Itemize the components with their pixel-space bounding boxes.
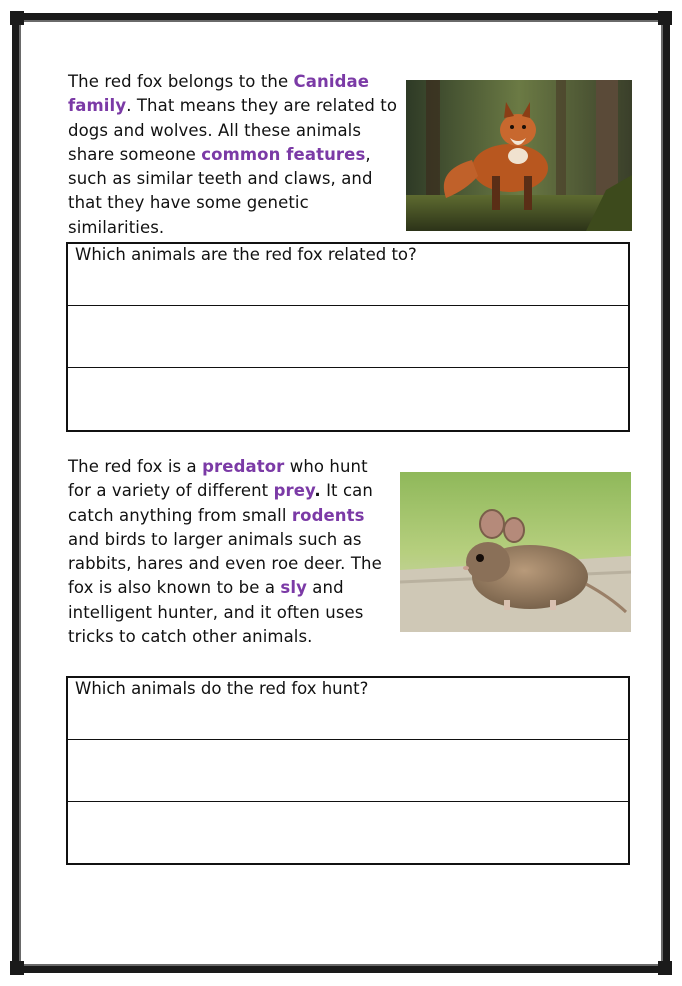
- answer-line[interactable]: [68, 802, 628, 864]
- keyword-highlight: Canidae family: [68, 72, 370, 116]
- page-corner: [658, 11, 672, 25]
- paragraph-text: The red fox is a: [68, 457, 203, 476]
- keyword-highlight: prey: [273, 481, 315, 501]
- question-row: [68, 678, 628, 740]
- answer-line[interactable]: [68, 368, 628, 430]
- paragraph-text: and birds to larger animals such as rabbits, hares and even roe deer. The fox is also known to be a: [68, 529, 382, 598]
- page-corner: [658, 961, 672, 975]
- keyword-highlight: common features: [201, 144, 366, 164]
- keyword-highlight: rodents: [291, 505, 365, 525]
- mouse-photo: [400, 472, 631, 632]
- paragraph-text: .: [314, 481, 321, 501]
- answer-line[interactable]: [68, 306, 628, 368]
- keyword-highlight: predator: [202, 457, 285, 476]
- paragraph-text: , such as similar teeth and claws, and that they have some genetic similarities.: [68, 144, 373, 237]
- canidae-paragraph: [68, 70, 398, 240]
- page-corner: [10, 961, 24, 975]
- question-box-related: [66, 242, 630, 432]
- paragraph-text: The red fox belongs to the: [68, 72, 294, 91]
- paragraph-text: It can catch anything from small: [68, 481, 373, 525]
- answer-line[interactable]: [68, 740, 628, 802]
- paragraph-text: who hunt for a variety of different: [68, 457, 368, 501]
- paragraph-text: . That means they are related to dogs and wolves. All these animals share someone: [68, 96, 398, 164]
- red-fox-photo: [406, 80, 632, 231]
- question-row: [68, 244, 628, 306]
- page-corner: [10, 11, 24, 25]
- question-box-hunt: [66, 676, 630, 865]
- predator-paragraph: [68, 455, 388, 649]
- question-hunt-text: Which animals do the red fox hunt?: [75, 679, 369, 698]
- keyword-highlight: sly: [280, 578, 307, 598]
- question-related-text: Which animals are the red fox related to?: [75, 245, 417, 264]
- paragraph-text: and intelligent hunter, and it often uses tricks to catch other animals.: [68, 578, 364, 647]
